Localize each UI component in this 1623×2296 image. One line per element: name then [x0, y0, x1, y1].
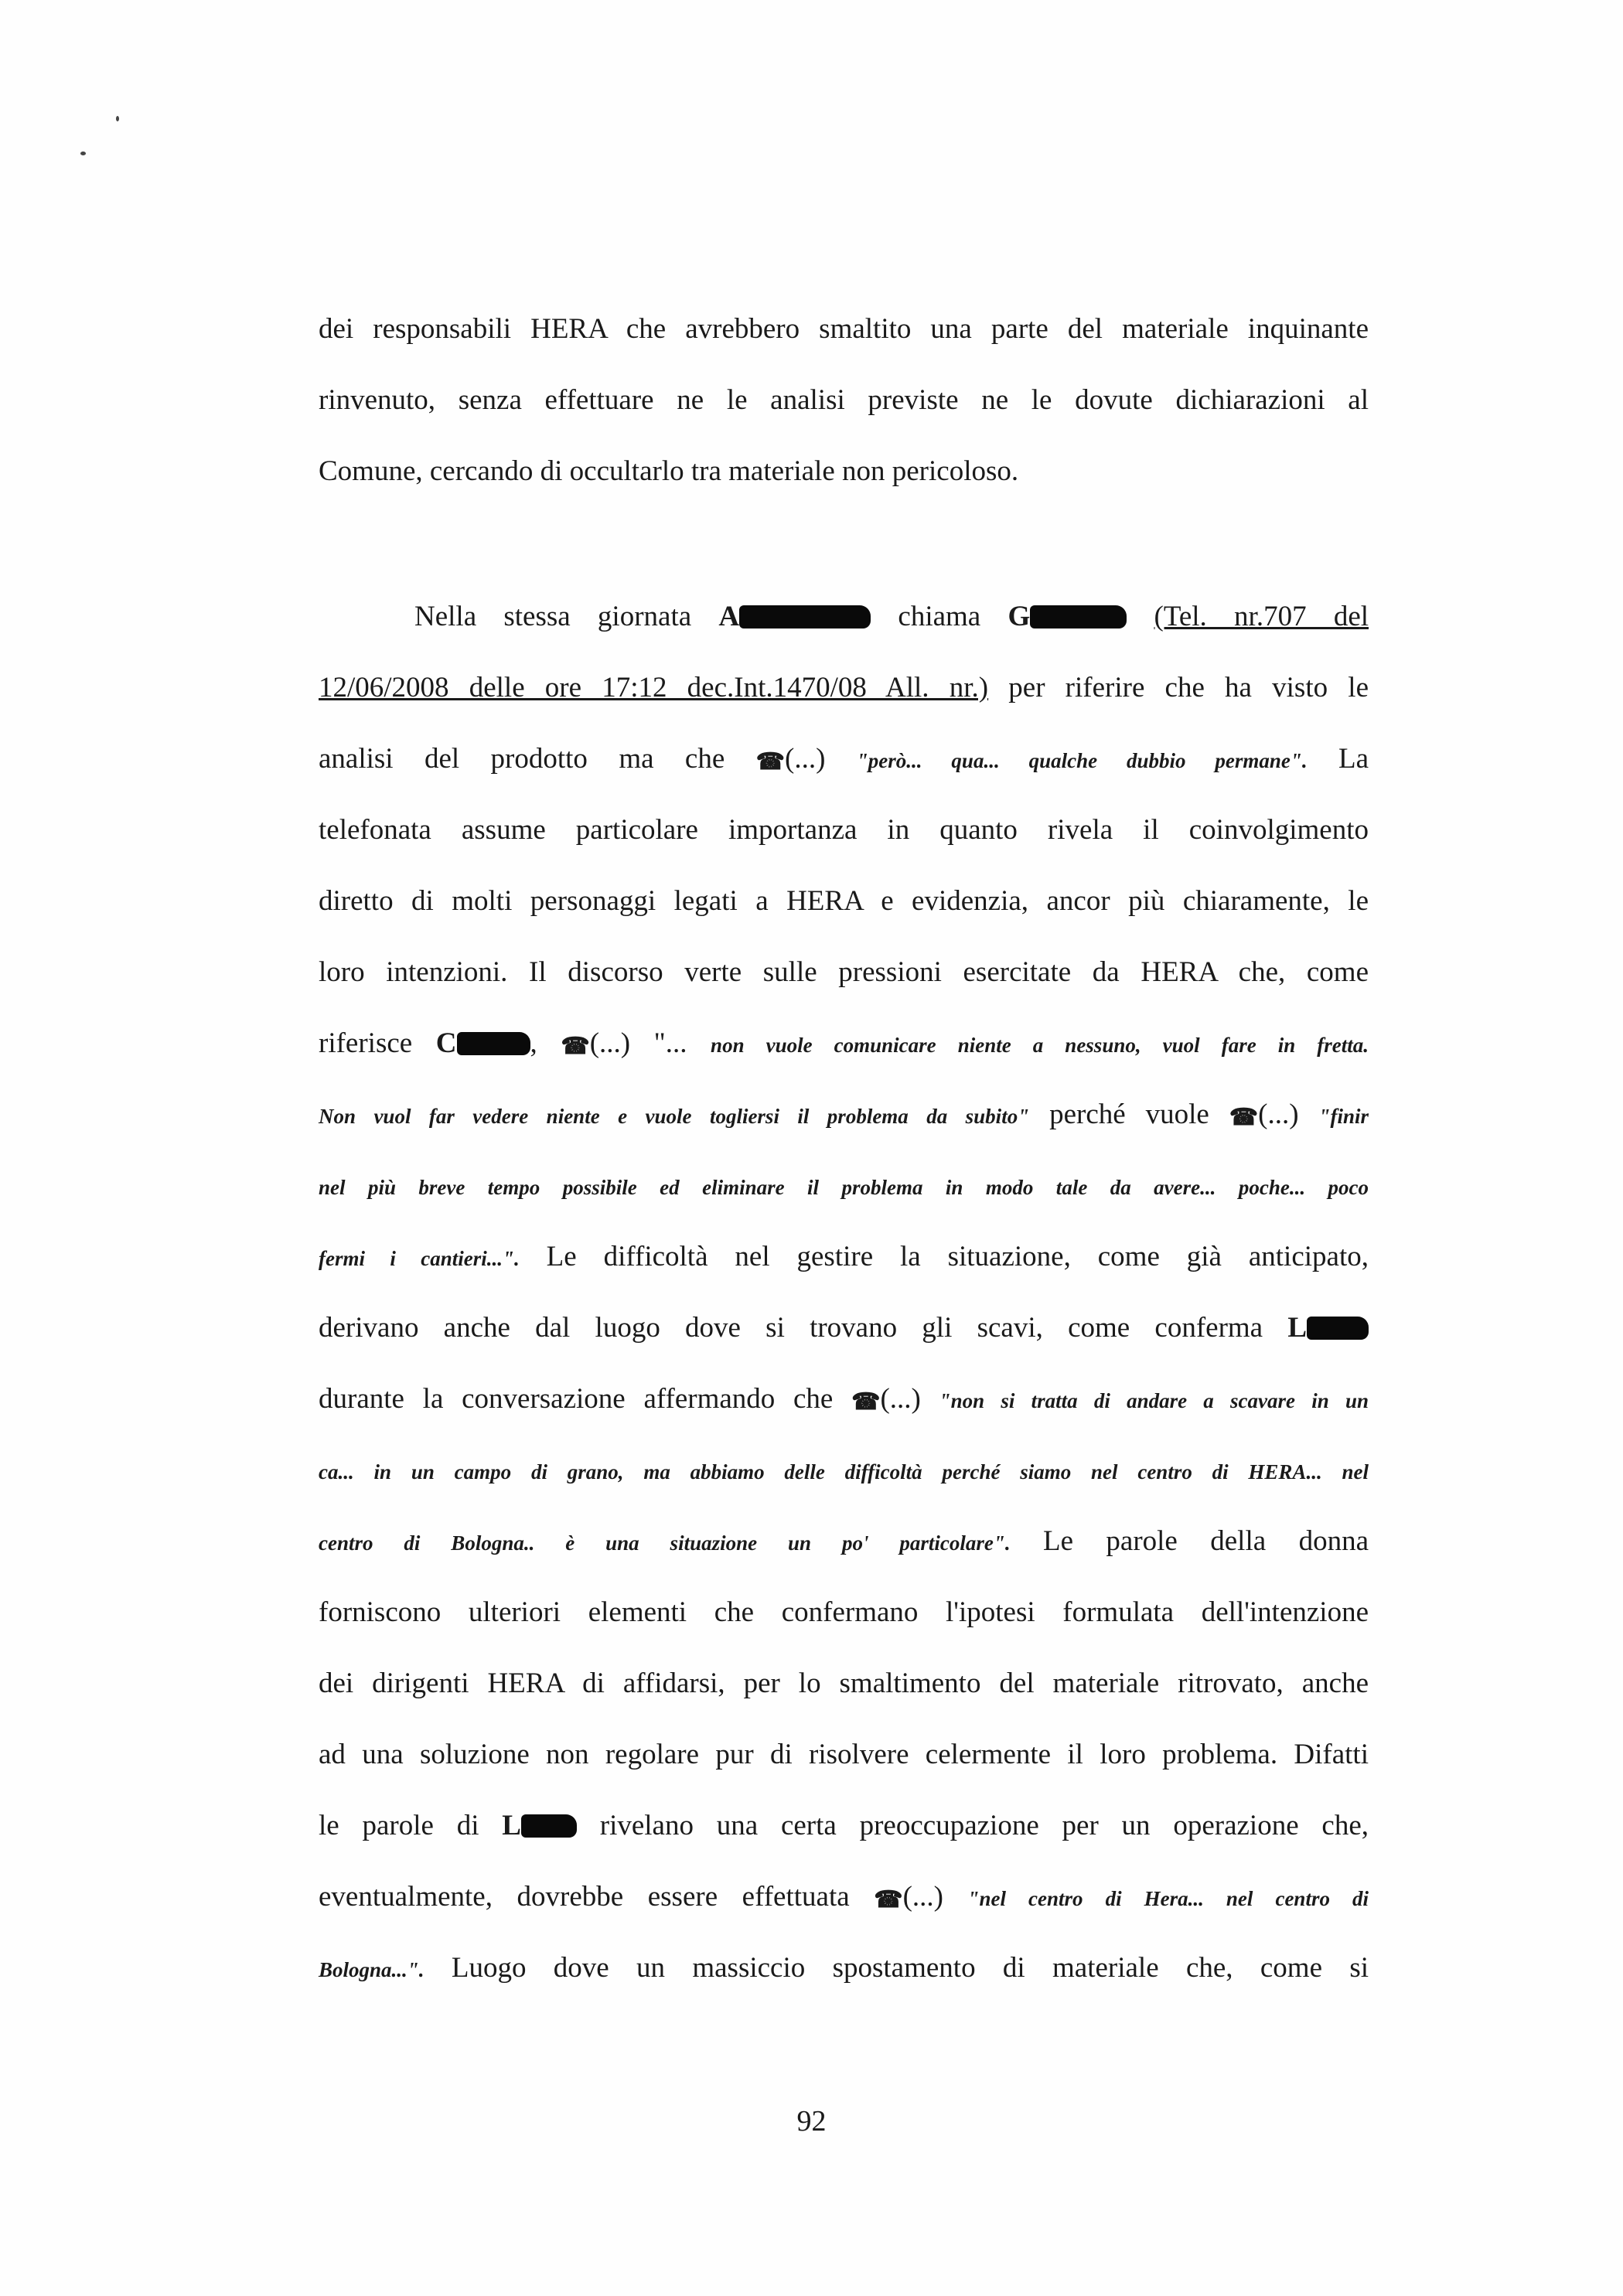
quote: ca... in un campo di grano, ma abbiamo delle difficoltà perché siamo nel centro di HERA... nel — [319, 1460, 1369, 1484]
text-line: dei dirigenti HERA di affidarsi, per lo smaltimento del materiale ritrovato, anche — [319, 1667, 1369, 1699]
text-line — [319, 1022, 1369, 1093]
telephone-icon: ☎ — [1229, 1105, 1259, 1130]
paragraph-1 — [319, 308, 1369, 521]
text-run: analisi del prodotto ma che — [319, 743, 725, 775]
quote: "finir — [1318, 1105, 1369, 1128]
text-line: ad una soluzione non regolare pur di risolvere celermente il loro problema. Difatti — [319, 1739, 1369, 1770]
text-run: Nella stessa giornata — [414, 601, 692, 632]
quote: "non si tratta di andare a scavare in un — [939, 1389, 1369, 1412]
text-line: rinvenuto, senza effettuare ne le analisi previste ne le dovute dichiarazioni al — [319, 384, 1369, 416]
text-line — [319, 1235, 1369, 1306]
text-line — [319, 1449, 1369, 1520]
redacted-name — [718, 601, 871, 632]
text-run: per riferire che ha visto le — [1008, 672, 1369, 703]
quote: "però... qua... qualche dubbio permane". — [856, 749, 1308, 772]
redacted-initial: A — [718, 601, 740, 632]
text-line: forniscono ulteriori elementi che confermano l'ipotesi formulata dell'intenzione — [319, 1596, 1369, 1628]
telephone-icon: ☎ — [561, 1034, 590, 1059]
call-reference: 12/06/2008 delle ore 17:12 dec.Int.1470/08 All. nr.) — [319, 672, 989, 703]
text-run: (...) — [1258, 1099, 1299, 1130]
text-line: diretto di molti personaggi legati a HERA e evidenzia, ancor più chiaramente, le — [319, 885, 1369, 917]
redacted-name — [502, 1810, 577, 1841]
quote: Bologna...". — [319, 1958, 425, 1981]
text-run: Luogo dove un massiccio spostamento di materiale che, come si — [451, 1952, 1369, 1984]
quote: nel più breve tempo possibile ed eliminare il problema in modo tale da avere... poche... poco — [319, 1176, 1369, 1199]
quote: centro di Bologna.. è una situazione un po' particolare". — [319, 1531, 1011, 1555]
text-run: perché vuole — [1049, 1099, 1209, 1130]
text-run: , — [530, 1027, 537, 1059]
text-line: loro intenzioni. Il discorso verte sulle pressioni esercitate da HERA che, come — [319, 956, 1369, 988]
text-run: Le parole della donna — [1042, 1525, 1369, 1557]
text-run: eventualmente, dovrebbe essere effettuata — [319, 1881, 850, 1913]
text-run: riferisce — [319, 1027, 413, 1059]
text-line — [319, 1306, 1369, 1378]
text-run: Le difficoltà nel gestire la situazione, come già anticipato, — [546, 1241, 1369, 1272]
text-run: chiama — [898, 601, 981, 632]
redacted-initial: L — [1287, 1312, 1308, 1344]
telephone-icon: ☎ — [755, 749, 786, 775]
text-line: dei responsabili HERA che avrebbero smaltito una parte del materiale inquinante — [319, 313, 1369, 345]
text-line — [319, 666, 1369, 738]
redaction-bar — [1307, 1317, 1369, 1340]
text-run: durante la conversazione affermando che — [319, 1383, 834, 1415]
text-run: (Tel. nr.707 del — [1154, 601, 1369, 632]
quote: Non vuol far vedere niente e vuole togliersi il problema da subito" — [319, 1105, 1030, 1128]
telephone-icon: ☎ — [874, 1887, 903, 1913]
redaction-bar — [1030, 605, 1127, 629]
redacted-name — [1287, 1312, 1369, 1344]
quote: fermi i cantieri...". — [319, 1247, 520, 1270]
text-run: derivano anche dal luogo dove si trovano gli scavi, come conferma — [319, 1312, 1263, 1344]
quote: non vuole comunicare niente a nessuno, vuol fare in fretta. — [711, 1034, 1369, 1057]
telephone-icon: ☎ — [851, 1389, 881, 1415]
text-run: le parole di — [319, 1810, 479, 1841]
redacted-initial: G — [1008, 601, 1031, 632]
redacted-name — [436, 1027, 530, 1059]
text-run: (...) — [880, 1383, 921, 1415]
redaction-bar — [521, 1814, 577, 1838]
text-line — [319, 1520, 1369, 1591]
text-line — [319, 1804, 1369, 1875]
text-run: (...) — [902, 1881, 943, 1913]
redacted-initial: C — [435, 1027, 457, 1059]
text-line — [319, 1378, 1369, 1449]
text-line — [319, 738, 1369, 809]
text-run: (...) "... — [589, 1027, 687, 1059]
text-line — [319, 1093, 1369, 1164]
redaction-bar — [457, 1032, 530, 1055]
redacted-initial: L — [502, 1810, 521, 1841]
scan-speck — [116, 116, 119, 121]
text-line: Comune, cercando di occultarlo tra materiale non pericoloso. — [319, 455, 1019, 487]
text-line — [319, 1164, 1369, 1235]
text-line: telefonata assume particolare importanza in quanto rivela il coinvolgimento — [319, 814, 1369, 846]
paragraph-2 — [319, 595, 1369, 2018]
text-run: rivelano una certa preoccupazione per un operazione che, — [599, 1810, 1369, 1841]
text-line — [319, 1947, 1369, 2018]
text-line — [319, 1875, 1369, 1947]
redaction-bar — [739, 605, 871, 629]
text-run: (...) — [785, 743, 826, 775]
scan-speck — [80, 152, 86, 155]
quote: "nel centro di Hera... nel centro di — [967, 1887, 1369, 1910]
text-line — [319, 595, 1369, 666]
page-number: 92 — [796, 2105, 827, 2138]
redacted-name — [1008, 601, 1127, 632]
text-run: La — [1338, 743, 1369, 775]
